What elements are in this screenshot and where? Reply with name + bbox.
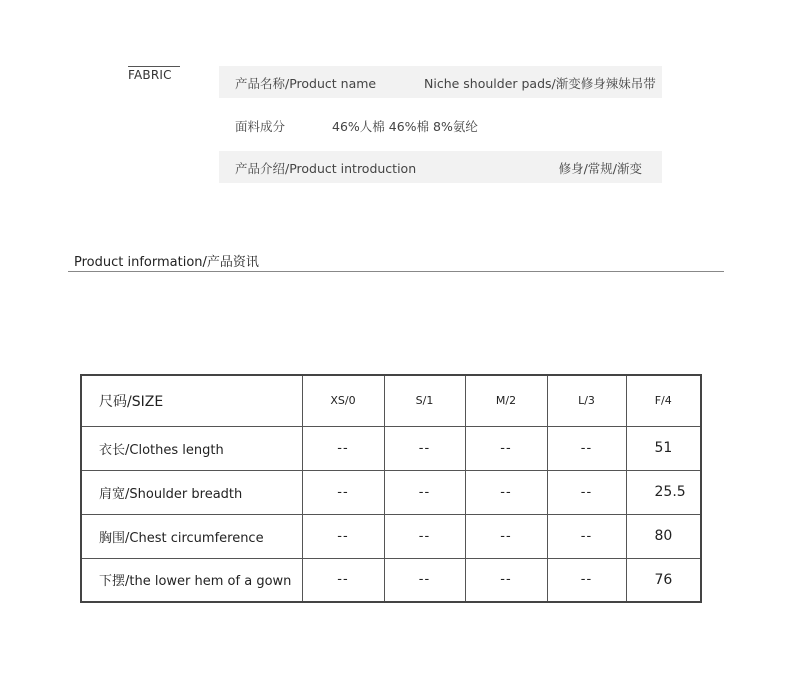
table-cell: -- (465, 426, 547, 470)
size-column-header: F/4 (626, 375, 701, 426)
table-cell: -- (384, 514, 465, 558)
table-cell: -- (465, 558, 547, 602)
table-cell: -- (547, 558, 626, 602)
table-cell: -- (384, 558, 465, 602)
product-introduction-label: 产品介绍/Product introduction (235, 161, 417, 176)
product-name-row (219, 66, 662, 98)
table-row (81, 426, 701, 470)
row-label-lower-hem: 下摆/the lower hem of a gown (81, 558, 302, 602)
size-header-row (81, 375, 701, 426)
section-title: Product information/产品资讯 (74, 255, 259, 270)
row-label-chest-circumference: 胸围/Chest circumference (81, 514, 302, 558)
table-cell: 51 (626, 426, 701, 470)
table-cell: 76 (626, 558, 701, 602)
table-cell: -- (465, 514, 547, 558)
table-cell: -- (547, 514, 626, 558)
size-column-header: L/3 (547, 375, 626, 426)
table-row (81, 470, 701, 514)
table-row (81, 558, 701, 602)
table-row (81, 514, 701, 558)
row-label-shoulder-breadth: 肩宽/Shoulder breadth (81, 470, 302, 514)
size-column-header: S/1 (384, 375, 465, 426)
table-cell: -- (465, 470, 547, 514)
section-rule (68, 271, 724, 272)
table-cell: -- (547, 470, 626, 514)
table-cell: -- (384, 426, 465, 470)
table-cell: -- (302, 470, 384, 514)
fabric-composition-value: 46%人棉 46%棉 8%氨纶 (332, 119, 478, 134)
size-column-header: M/2 (465, 375, 547, 426)
table-cell: -- (302, 514, 384, 558)
product-name-value: Niche shoulder pads/渐变修身辣妹吊带 (424, 76, 656, 91)
product-name-label: 产品名称/Product name (235, 76, 377, 91)
table-cell: -- (302, 426, 384, 470)
size-table (80, 374, 702, 603)
table-cell: 25.5 (626, 470, 701, 514)
table-cell: 80 (626, 514, 701, 558)
fabric-composition-label: 面料成分 (235, 119, 286, 134)
size-column-header: XS/0 (302, 375, 384, 426)
size-header-label: 尺码/SIZE (81, 375, 302, 426)
row-label-clothes-length: 衣长/Clothes length (81, 426, 302, 470)
table-cell: -- (547, 426, 626, 470)
table-cell: -- (384, 470, 465, 514)
fabric-composition-row (219, 109, 662, 141)
fabric-rule (128, 66, 180, 67)
product-introduction-value: 修身/常规/渐变 (558, 161, 642, 176)
table-cell: -- (302, 558, 384, 602)
product-introduction-row (219, 151, 662, 183)
fabric-label: FABRIC (128, 68, 172, 82)
